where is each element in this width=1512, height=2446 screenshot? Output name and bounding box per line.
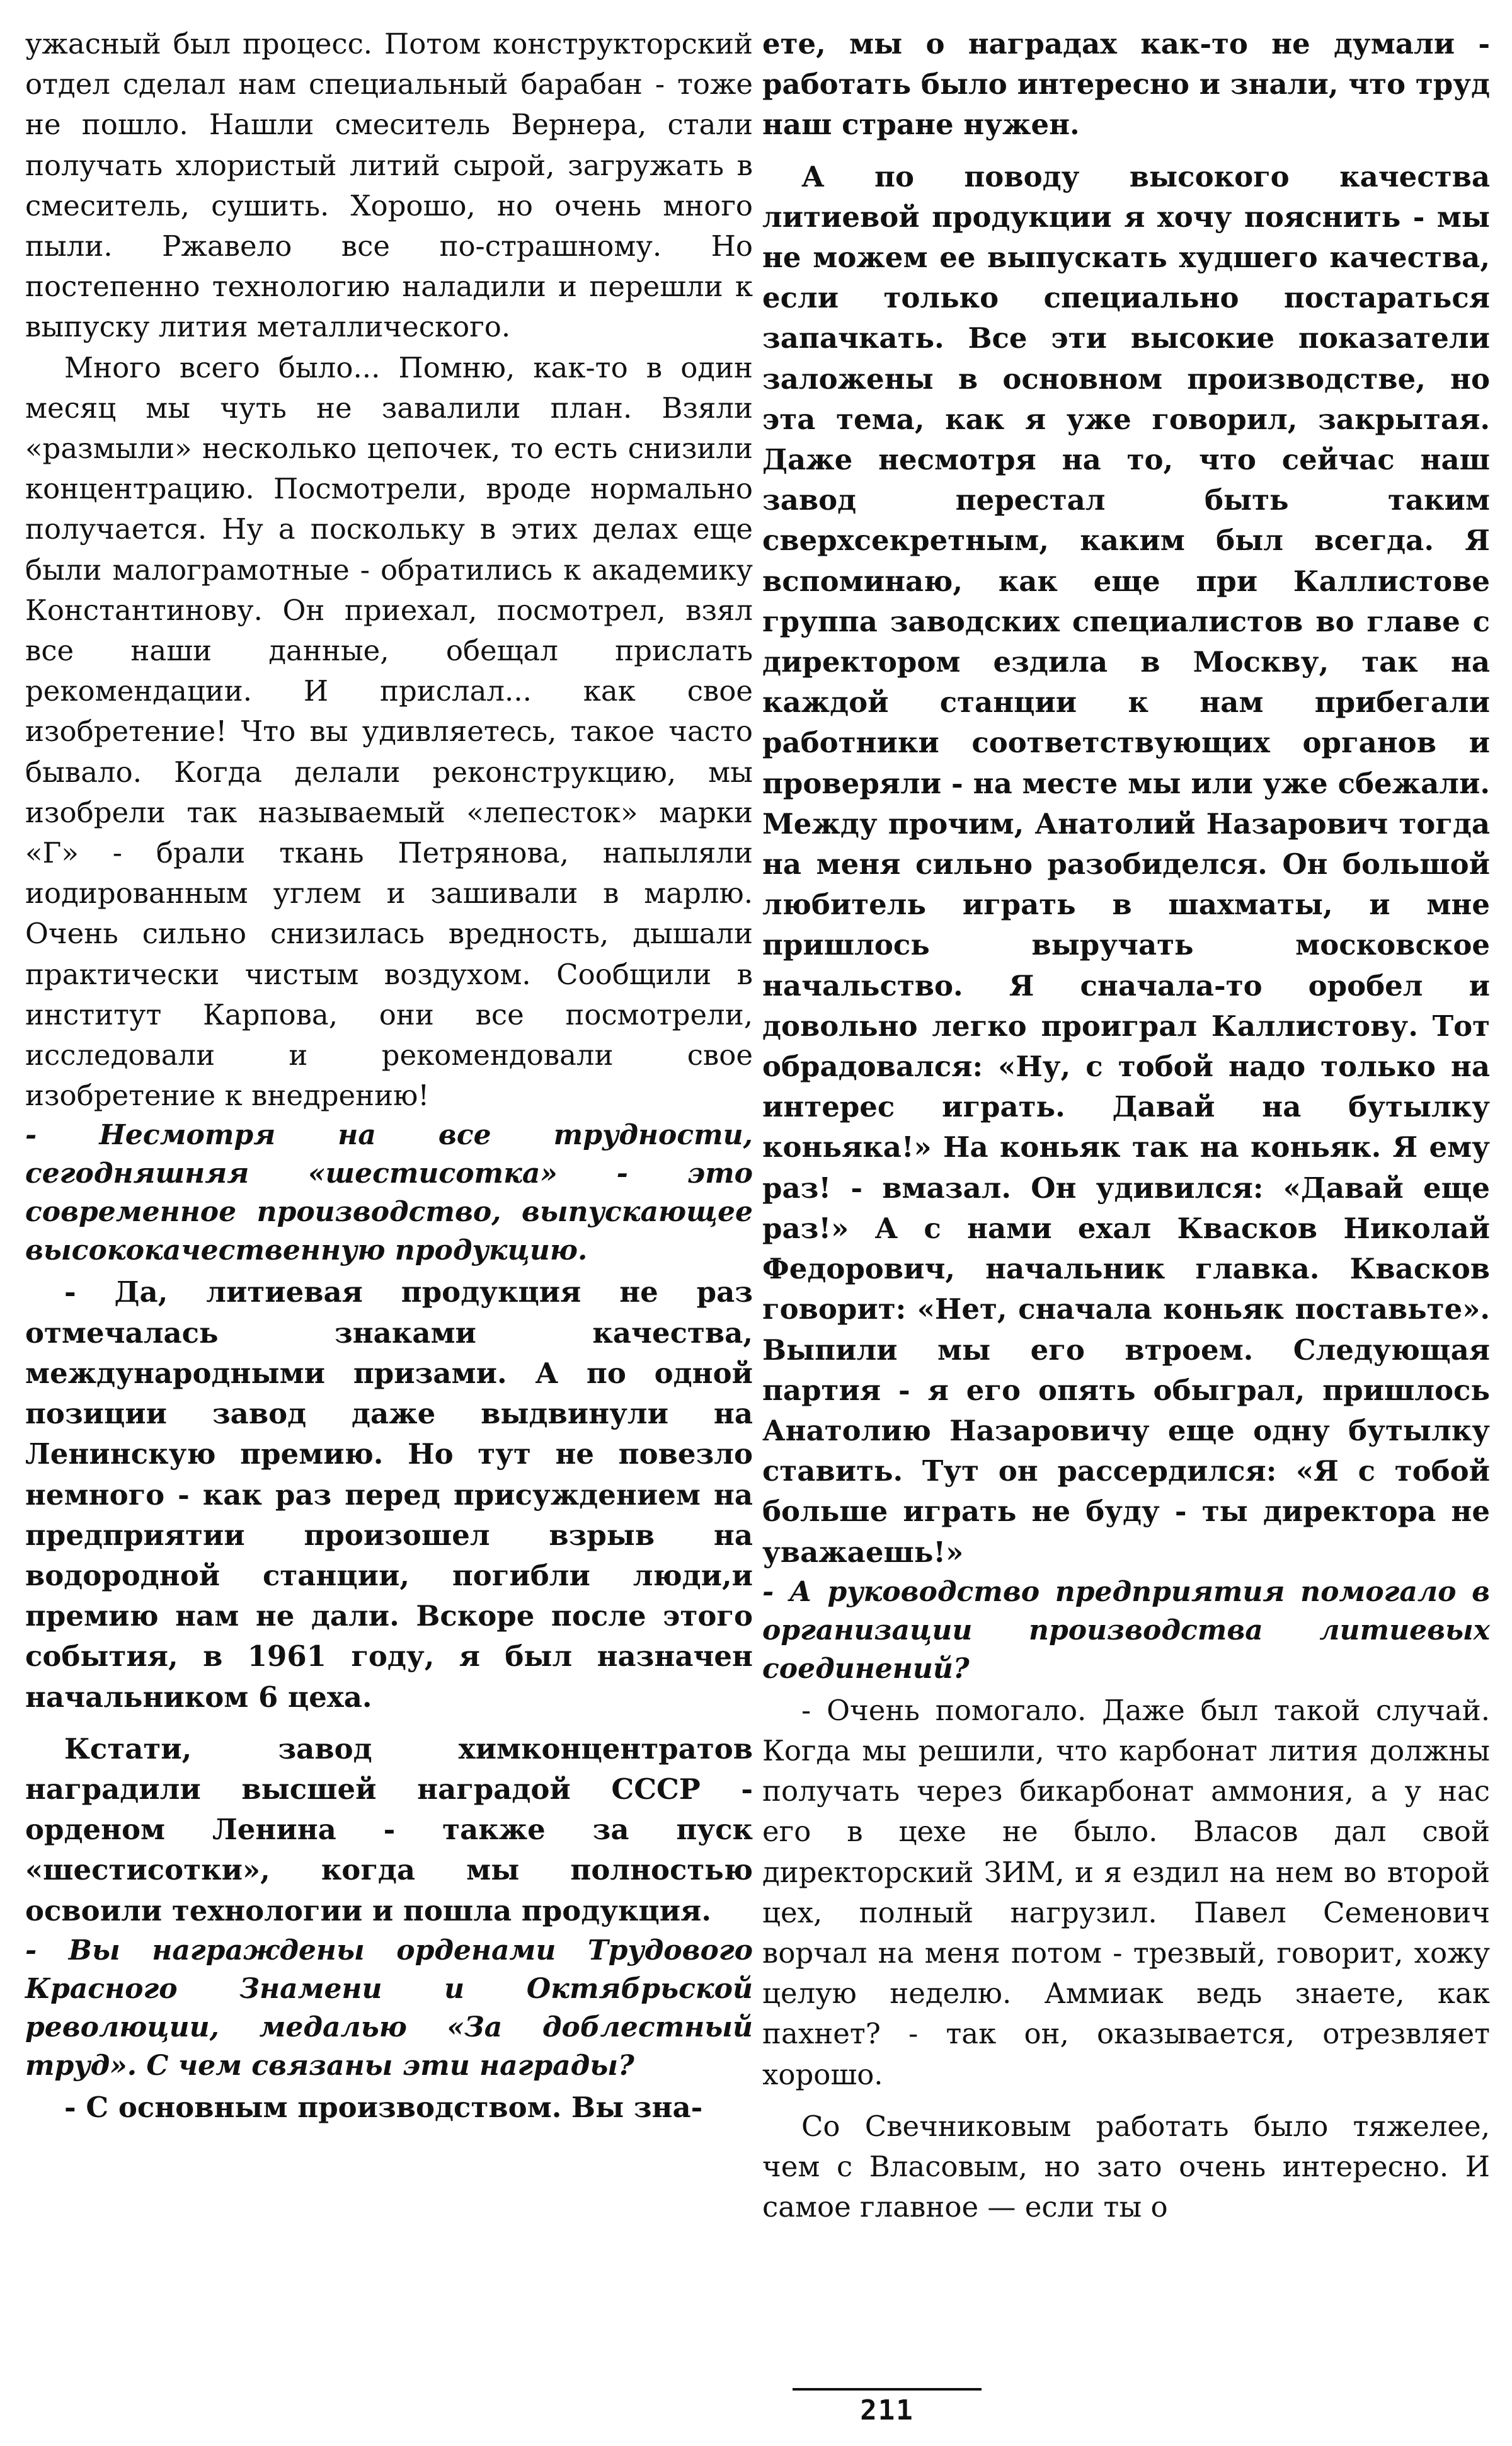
paragraph: А по поводу высокого качества литиевой продукции я хочу пояснить - мы не можем ее выпускать худшего качества, если только специально постараться запачкать. Все эти высокие показатели заложены в основном производстве, но эта тема, как я уже говорил, закрытая. Даже несмотря на то, что сейчас наш завод перестал быть таким сверхсекретным, каким был всегда. Я вспоминаю, как еще при Каллистове группа заводских специалистов во главе с директором ездила в Москву, так на каждой станции к нам прибегали работники соответствующих органов и проверяли - на месте мы или уже сбежали. Между прочим, Анатолий Назарович тогда на меня сильно разобиделся. Он большой любитель играть в шахматы, и мне пришлось выручать московское начальство. Я сначала-то оробел и довольно легко проиграл Каллистову. Тот обрадовался: «Ну, с тобой надо только на интерес играть. Давай на бутылку коньяка!» На коньяк так на коньяк. Я ему раз! - вмазал. Он удивился: «Давай еще раз!» А с нами ехал Квасков Николай Федорович, начальник главка. Квасков говорит: «Нет, сначала коньяк поставьте». Выпили мы его втроем. Следующая партия - я его опять обыграл, пришлось Анатолию Назаровичу еще одну бутылку ставить. Тут он рассердился: «Я с тобой больше играть не буду - ты директора не уважаешь!» — [762, 159, 1490, 1569]
paragraph: Со Свечниковым работать было тяжелее, чем с Власовым, но зато очень интересно. И самое главное — если ты о — [762, 2109, 1490, 2224]
interviewer-question: - Несмотря на все трудности, сегодняшняя «шестисотка» - это современное производство, выпускающее высококачественную продукцию. — [25, 1119, 753, 1267]
paragraph: Много всего было... Помню, как-то в один месяц мы чуть не завалили план. Взяли «размыли» несколько цепочек, то есть снизили концентрацию. Посмотрели, вроде нормально получается. Ну а поскольку в этих делах еще были малограмотные - обратились к академику Константинову. Он приехал, посмотрел, взял все наши данные, обещал прислать рекомендации. И прислал... как свое изобретение! Что вы удивляетесь, такое часто бывало. Когда делали реконструкцию, мы изобрели так называемый «лепесток» марки «Г» - брали ткань Петрянова, напыляли иодированным углем и зашивали в марлю. Очень сильно снизилась вредность, дышали практически чистым воздухом. Сообщили в институт Карпова, они все посмотрели, исследовали и рекомендовали свое изобретение к внедрению! — [25, 350, 753, 1113]
interviewee-answer: - Да, литиевая продукция не раз отмечалась знаками качества, международными призами. А по одной позиции завод даже выдвинули на Ленинскую премию. Но тут не повезло немного - как раз перед присуждением на предприятии произошел взрыв на водородной станции, погибли люди,и премию нам не дали. Вскоре после этого события, в 1961 году, я был назначен начальником 6 цеха. — [25, 1275, 753, 1714]
interviewer-question: - Вы награждены орденами Трудового Красного Знамени и Октябрьской революции, медалью «За доблестный труд». С чем связаны эти награды? — [25, 1934, 753, 2082]
paragraph: ужасный был процесс. Потом конструкторский отдел сделал нам специальный барабан - тоже не пошло. Нашли смеситель Вернера, стали получать хлористый литий сырой, загружать в смеситель, сушить. Хорошо, но очень много пыли. Ржавело все по-страшному. Но постепенно технологию наладили и перешли к выпуску лития металлического. — [25, 27, 753, 344]
paragraph: Кстати, завод химконцентратов наградили высшей наградой СССР - орденом Ленина - также за пуск «шестисотки», когда мы полностью освоили технологии и пошла продукция. — [25, 1731, 753, 1927]
paragraph: ете, мы о наградах как-то не думали - работать было интересно и знали, что труд наш стране нужен. — [762, 27, 1490, 142]
left-column — [25, 24, 753, 2128]
interviewer-question: - А руководство предприятия помогало в организации производства литиевых соединений? — [762, 1575, 1490, 1685]
interviewee-answer: - С основным производством. Вы зна- — [64, 2090, 703, 2124]
page-number: 211 — [860, 2394, 914, 2426]
interviewee-answer: - Очень помогало. Даже был такой случай. Когда мы решили, что карбонат лития должны получать через бикарбонат аммония, а у нас его в цехе не было. Власов дал свой директорский ЗИМ, и я ездил на нем во второй цех, полный нагрузил. Павел Семенович ворчал на меня потом - трезвый, говорит, хожу целую неделю. Аммиак ведь знаете, как пахнет? - так он, оказывается, отрезвляет хорошо. — [762, 1693, 1490, 2091]
right-column — [762, 24, 1490, 2227]
